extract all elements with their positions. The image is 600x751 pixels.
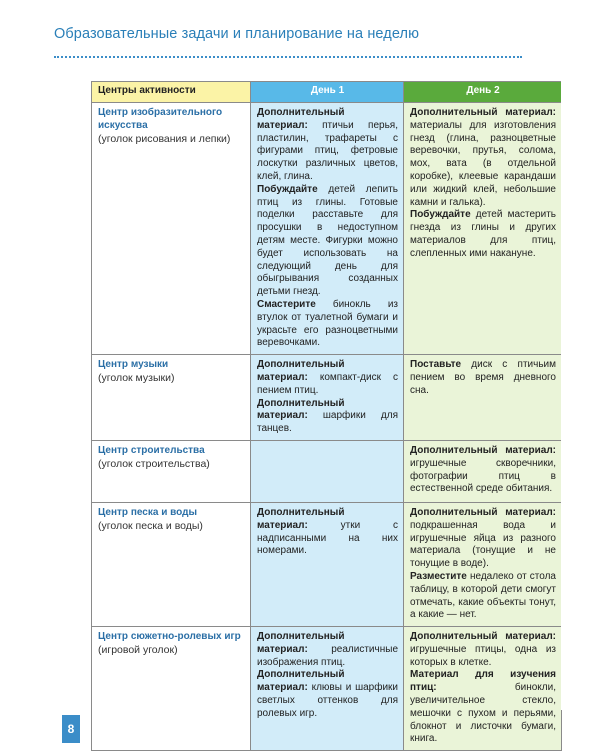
activity-center-cell	[92, 440, 251, 502]
table-header-row	[92, 82, 562, 103]
plan-paragraph	[257, 669, 398, 720]
paragraph-label: Материал для изучения птиц:	[410, 669, 556, 694]
column-header-centers: Центры активности	[92, 82, 251, 103]
activity-center-cell	[92, 502, 251, 626]
paragraph-text: реалистичные изображения птиц.	[257, 643, 398, 668]
paragraph-text: игрушечные птицы, одна из которых в клетке.	[410, 643, 556, 668]
day1-cell	[251, 103, 404, 355]
paragraph-label: Дополнительный материал:	[257, 506, 345, 531]
plan-paragraph	[410, 209, 556, 260]
activity-center-subtitle: (игровой уголок)	[98, 643, 178, 656]
paragraph-label: Дополнительный материал:	[257, 107, 345, 131]
activity-center-name: Центр сюжетно-ролевых игр	[98, 631, 241, 643]
day1-cell	[251, 627, 404, 751]
day2-cell	[404, 355, 562, 441]
paragraph-label: Смастерите	[257, 298, 316, 310]
paragraph-label: Дополнительный материал:	[410, 107, 556, 118]
paragraph-label: Поставьте	[410, 359, 462, 371]
paragraph-label: Дополнительный материал:	[410, 444, 556, 456]
paragraph-text: недалеко от стола таблицу, в которой дети смогут отмечать, какие объекты тонут, а какие — нет.	[410, 570, 556, 621]
activity-center-name: Центр музыки	[98, 359, 169, 371]
day2-cell	[404, 502, 562, 626]
activity-center-cell	[92, 103, 251, 355]
paragraph-text: птичьи перья, пластилин, трафареты с фигурами птиц, фетровые лоскутки различных цветов, клей, глина.	[257, 119, 398, 182]
day1-cell	[251, 502, 404, 626]
table-row	[92, 440, 562, 502]
page-number: 8	[62, 715, 80, 743]
paragraph-label: Побуждайте	[257, 183, 318, 195]
day2-cell	[404, 440, 562, 502]
table-row	[92, 355, 562, 441]
day1-cell	[251, 440, 404, 502]
activity-center-subtitle: (уголок песка и воды)	[98, 519, 203, 532]
header-dotted-rule	[54, 56, 522, 58]
table-row	[92, 627, 562, 751]
activity-center-name: Центр песка и воды	[98, 506, 197, 518]
paragraph-label: Дополнительный материал:	[410, 506, 556, 518]
activity-center-cell	[92, 627, 251, 751]
activity-center-subtitle: (уголок музыки)	[98, 371, 175, 384]
plan-paragraph	[257, 398, 398, 436]
plan-paragraph	[257, 299, 398, 350]
plan-paragraph	[257, 631, 398, 669]
page-header-title: Образовательные задачи и планирование на неделю	[54, 26, 420, 42]
paragraph-text: клювы и шарфики светлых оттенков для ролевых игр.	[257, 682, 398, 719]
activity-center-subtitle: (уголок строительства)	[98, 457, 210, 470]
weekly-plan-table	[91, 81, 562, 751]
plan-paragraph	[257, 184, 398, 299]
plan-paragraph	[410, 669, 556, 746]
day2-cell	[404, 627, 562, 751]
paragraph-text: материалы для изготовления гнезд (глина, разноцветные веревочки, прутья, солома, мох, вата (в отдельной коробке), клеевые карандаши или жидкий клей, небольшие камни и галька).	[410, 119, 556, 208]
paragraph-label: Дополнительный материал:	[257, 359, 345, 383]
table-row	[92, 103, 562, 355]
table-row	[92, 502, 562, 626]
page-right-edge	[561, 80, 600, 710]
activity-center-name: Центр изобразительного искусства	[98, 107, 223, 131]
paragraph-label: Разместите	[410, 570, 467, 582]
plan-paragraph	[257, 507, 398, 558]
paragraph-text: компакт-диск с пением птиц.	[257, 371, 398, 396]
activity-center-cell	[92, 355, 251, 441]
paragraph-label: Побуждайте	[410, 209, 471, 221]
paragraph-text: бинокли, увеличительное стекло, мешочки с пухом и перьями, блокнот и листочки бумаги, книга.	[410, 682, 556, 745]
plan-paragraph	[257, 359, 398, 397]
plan-paragraph	[257, 107, 398, 184]
plan-paragraph	[410, 507, 556, 571]
paragraph-text: бинокль из втулок от туалетной бумаги и украсьте его разноцветными веревочками.	[257, 298, 398, 349]
plan-paragraph	[410, 359, 556, 397]
day2-cell	[404, 103, 562, 355]
day1-cell	[251, 355, 404, 441]
paragraph-text: шарфики для танцев.	[257, 410, 398, 435]
paragraph-text: утки с надписанными на них номерами.	[257, 519, 398, 557]
plan-paragraph	[410, 571, 556, 622]
paragraph-label: Дополнительный материал:	[257, 631, 345, 655]
paragraph-text: игрушечные скворечники, фотографии птиц в естественной среде обитания.	[410, 457, 556, 495]
activity-center-subtitle: (уголок рисования и лепки)	[98, 132, 231, 145]
paragraph-label: Дополнительный материал:	[410, 631, 556, 643]
paragraph-text: подкрашенная вода и игрушечные яйца из разного материала (тонущие и не тонущие в воде).	[410, 519, 556, 570]
paragraph-label: Дополнительный материал:	[257, 397, 345, 422]
column-header-day2: День 2	[404, 82, 562, 103]
paragraph-text: диск с птичьим пением во время дневного сна.	[410, 359, 556, 396]
column-header-day1: День 1	[251, 82, 404, 103]
paragraph-text: детей мастерить гнезда из глины и других материалов для птиц, слепленных ими накануне.	[410, 209, 556, 259]
plan-paragraph	[410, 631, 556, 669]
activity-center-name: Центр строительства	[98, 444, 205, 456]
paragraph-text: детей лепить птиц из глины. Готовые поделки расставьте для просушки в недоступном детям месте. Фигурки можно будет использовать на следующий день для обыгрывания созданных детьми гнезд.	[257, 183, 398, 298]
plan-paragraph	[410, 445, 556, 496]
paragraph-label: Дополнительный материал:	[257, 669, 345, 694]
plan-paragraph	[410, 107, 556, 209]
